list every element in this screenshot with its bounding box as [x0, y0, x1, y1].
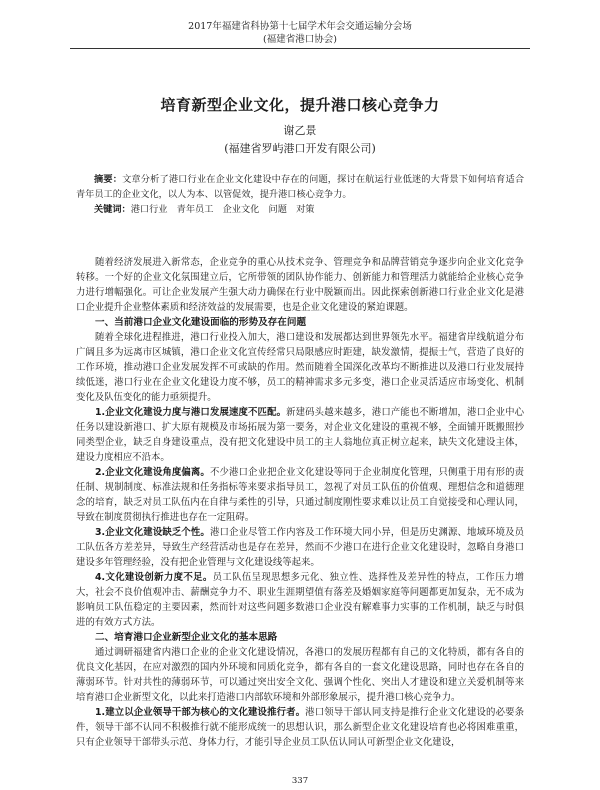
intro-paragraph: 随着经济发展进入新常态，企业竞争的重心从技术竞争、管理竞争和品牌营销竞争逐步向企业文化竞争转移。一个好的企业文化氛围建立后，它所带领的团队协作能力、创新能力和管理活力就能给企业核心竞争力进行增幅强化。可让企业发展产生强大动力确保在行业中脱颖而出。因此探索创新港口行业企业文化是港口企业提升企业整体素质和经济效益的发展需要，也是企业文化建设的紧迫课题。 [76, 257, 524, 313]
list-item-text: 港口企业尽管工作内容及工作环境大同小异，但是历史渊源、地域环境及员工队伍各方差差异，导致生产经营活动也是存在差异，然而不少港口在进行企业文化建设时，忽略自身港口建设多年管理经验，没有把企业管理与文化建设线等起来。 [76, 527, 524, 568]
list-item-lead: 3.企业文化建设缺乏个性。 [95, 527, 210, 538]
section-heading-2: 二、培育港口企业新型企业文化的基本思路 [95, 632, 278, 643]
keywords-text: 港口行业 青年员工 企业文化 问题 对策 [130, 204, 315, 215]
list-item-lead: 4.文化建设创新力度不足。 [95, 572, 213, 583]
author-name: 谢乙景 [283, 124, 317, 137]
list-item [76, 405, 524, 465]
list-item-text: 新建码头越来越多，港口产能也不断增加，港口企业中心任务以建设新港口、扩大原有规模及市场拓展为第一要务，对企业文化建设的重视不够，全面铺开既搬照抄同类型企业，缺乏自身建设重点，没有把文化建设中员工的主人翁地位真正树立起来，缺失文化建设主体，建设力度相应不沿本。 [76, 407, 524, 463]
section-1-paragraph: 随着全球化进程推进，港口行业投入加大，港口建设和发展都达到世界领先水平。福建省岸线航道分布广阔且多为远离市区城镇，港口企业文化宣传经常只局限感应时距建，缺发激情，提振士气，营造了良好的工作环境，推动港口企业发展发挥不可或缺的作用。然而随着全国深化改革均不断推进以及港口行业发展持续低迷，港口行业在企业文化建设力度不够，员工的精神需求多元多变，港口企业灵活适应市场变化、机制变化及队伍变化的能力亟须提升。 [76, 332, 524, 403]
list-item [76, 525, 524, 570]
abstract-label: 摘要： [94, 174, 123, 185]
author-affiliation: (福建省罗屿港口开发有限公司) [224, 142, 376, 155]
page-number: 337 [291, 776, 309, 786]
body-text [76, 255, 524, 750]
conference-organizer: (福建省港口协会) [263, 34, 337, 45]
list-item-text: 不少港口企业把企业文化建设等同于企业制度化管理，只侧重于用有形的责任制、规制制度、标准法规和任务指标等来要求指导员工，忽视了对员工队伍的价值观、理想信念和道德理念的培育，缺乏对员工队伍内在自律与柔性的引导，只通过制度刚性要求难以让员工自觉接受和心理认同，导致在制度贯彻执行推进也存在一定阻碍。 [76, 467, 524, 523]
header-rule [70, 48, 530, 49]
abstract-text: 文章分析了港口行业在企业文化建设中存在的问题，探讨在航运行业低迷的大背景下如何培育适合青年员工的企业文化，以人为本、以管促效，提升港口核心竞争力。 [76, 174, 525, 200]
list-item-text: 港口领导干部认同支持是推行企业文化建设的必要条件，领导干部不认同不积极推行就不能形成统一的思想认识，那么新型企业文化建设培育也必将困难重重，只有企业领导干部带头示范、身体力行，才能引导企业员工队伍认同认可新型企业文化建设， [76, 707, 524, 748]
paper-title: 培育新型企业文化，提升港口核心竞争力 [160, 96, 440, 114]
keywords [76, 202, 524, 217]
section-2-paragraph: 通过调研福建省内港口企业的企业文化建设情况，各港口的发展历程都有自己的文化特质，都有各自的优良文化基因，在应对激烈的国内外环境和同质化竞争，都有各自的一套文化建设思路，同时也存在各自的薄弱环节。针对共性的薄弱环节，可以通过突出安全文化、强调个性化、突出人才建设和建立关爱机制等来培育港口企业新型文化，以此来打造港口内部软环境和外部形象展示，提升港口核心竞争力。 [76, 647, 524, 703]
list-item [76, 705, 524, 750]
abstract [76, 172, 524, 202]
list-item-lead: 2.企业文化建设角度偏离。 [95, 467, 210, 478]
list-item [76, 570, 524, 630]
keywords-label: 关键词： [94, 204, 131, 215]
conference-name: 2017年福建省科协第十七届学术年会交通运输分会场 [188, 21, 412, 32]
running-header [76, 20, 524, 46]
list-item-text: 员工队伍呈现思想多元化、独立性、选择性及差异性的特点，工作压力增大，社会不良价值观冲击、薪酬竞争力不、职业生涯期望值有落差及婚姻家庭等问题都更加复杂，无不成为影响员工队伍稳定的主要因素，然而针对这些问题多数港口企业没有解难事力实事的工作机制，缺乏与时俱进的有效方式方法。 [76, 572, 524, 628]
section-heading-1: 一、当前港口企业文化建设面临的形势及存在问题 [95, 317, 307, 328]
list-item-lead: 1.建立以企业领导干部为核心的文化建设推行者。 [95, 707, 306, 718]
list-item-lead: 1.企业文化建设力度与港口发展速度不匹配。 [95, 407, 287, 418]
list-item [76, 465, 524, 525]
